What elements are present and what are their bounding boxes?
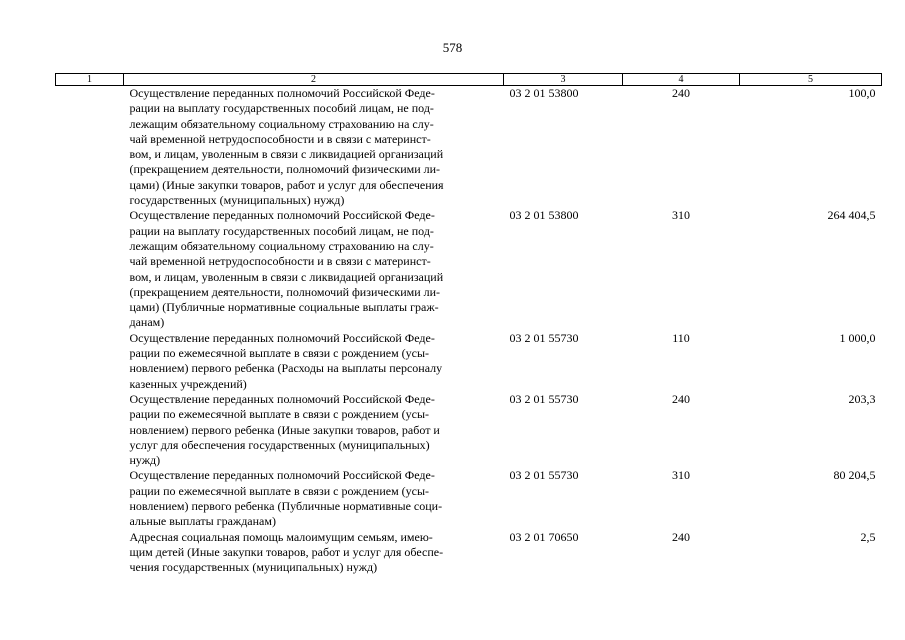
amount-cell: 1 000,0 bbox=[839, 330, 876, 345]
description-cell bbox=[124, 468, 504, 529]
table-body bbox=[56, 86, 882, 576]
table-row bbox=[56, 331, 882, 392]
description-line: казенных учреждений) bbox=[129, 376, 247, 391]
description-line: цами) (Публичные нормативные социальные выплаты граж- bbox=[129, 300, 439, 315]
table-row bbox=[56, 392, 882, 468]
description-cell bbox=[124, 208, 504, 330]
table-row bbox=[56, 86, 882, 209]
expense-type-code: 310 bbox=[672, 468, 690, 483]
description-line: вом, и лицам, уволенным в связи с ликвидацией организаций bbox=[129, 147, 444, 162]
description-line: Осуществление переданных полномочий Российской Феде- bbox=[129, 468, 435, 483]
description-line: нужд) bbox=[129, 453, 161, 468]
column-header-2: 2 bbox=[124, 74, 504, 86]
description-line: новлением) первого ребенка (Расходы на выплаты персоналу bbox=[129, 361, 443, 376]
empty-cell bbox=[56, 392, 124, 468]
amount-cell: 264 404,5 bbox=[827, 208, 876, 223]
description-line: лежащим обязательному социальному страхованию на слу- bbox=[129, 116, 434, 131]
header-row bbox=[56, 74, 882, 86]
description-line: рации по ежемесячной выплате в связи с рождением (усы- bbox=[129, 407, 430, 422]
budget-table bbox=[55, 73, 882, 576]
expense-type-code: 240 bbox=[672, 86, 690, 100]
description-line: чай временной нетрудоспособности и в связи с материнст- bbox=[129, 254, 431, 269]
description-line: новлением) первого ребенка (Иные закупки товаров, работ и bbox=[129, 422, 440, 437]
table-row bbox=[56, 208, 882, 330]
description-line: данам) bbox=[129, 315, 165, 330]
description-line: цами) (Иные закупки товаров, работ и услуг для обеспечения bbox=[129, 177, 444, 192]
amount-cell: 100,0 bbox=[848, 86, 876, 100]
classification-code: 03 2 01 55730 bbox=[509, 330, 579, 345]
description-cell bbox=[124, 86, 504, 209]
description-line: вом, и лицам, уволенным в связи с ликвидацией организаций bbox=[129, 269, 444, 284]
description-line: рации на выплату государственных пособий лицам, не под- bbox=[129, 223, 434, 238]
description-line: альные выплаты гражданам) bbox=[129, 514, 276, 529]
description-line: Осуществление переданных полномочий Российской Феде- bbox=[129, 391, 435, 406]
amount-cell: 203,3 bbox=[848, 391, 876, 406]
table-row bbox=[56, 468, 882, 529]
description-line: чай временной нетрудоспособности и в связи с материнст- bbox=[129, 131, 431, 146]
description-line: (прекращением деятельности, полномочий физическими ли- bbox=[129, 284, 441, 299]
description-line: Адресная социальная помощь малоимущим семьям, имею- bbox=[129, 529, 433, 544]
description-line: рации по ежемесячной выплате в связи с рождением (усы- bbox=[129, 346, 430, 361]
column-header-5: 5 bbox=[740, 74, 882, 86]
empty-cell bbox=[56, 86, 124, 209]
description-line: государственных (муниципальных) нужд) bbox=[129, 193, 345, 208]
column-header-1: 1 bbox=[56, 74, 124, 86]
description-line: услуг для обеспечения государственных (муниципальных) bbox=[129, 437, 430, 452]
classification-code: 03 2 01 53800 bbox=[509, 208, 579, 223]
description-line: Осуществление переданных полномочий Российской Феде- bbox=[129, 330, 435, 345]
description-line: новлением) первого ребенка (Публичные нормативные соци- bbox=[129, 499, 443, 514]
description-line: (прекращением деятельности, полномочий физическими ли- bbox=[129, 162, 441, 177]
expense-type-code: 240 bbox=[672, 529, 690, 544]
description-line: рации на выплату государственных пособий лицам, не под- bbox=[129, 101, 434, 116]
classification-code: 03 2 01 53800 bbox=[509, 86, 579, 100]
description-cell bbox=[124, 331, 504, 392]
classification-code: 03 2 01 55730 bbox=[509, 391, 579, 406]
empty-cell bbox=[56, 530, 124, 576]
page-number: 578 bbox=[442, 40, 463, 55]
description-line: Осуществление переданных полномочий Российской Феде- bbox=[129, 208, 435, 223]
description-line: чения государственных (муниципальных) нужд) bbox=[129, 560, 378, 575]
column-header-4: 4 bbox=[623, 74, 740, 86]
amount-cell: 2,5 bbox=[860, 529, 876, 544]
column-header-3: 3 bbox=[504, 74, 623, 86]
empty-cell bbox=[56, 468, 124, 529]
classification-code: 03 2 01 70650 bbox=[509, 529, 579, 544]
description-line: рации по ежемесячной выплате в связи с рождением (усы- bbox=[129, 483, 430, 498]
empty-cell bbox=[56, 331, 124, 392]
table-row bbox=[56, 530, 882, 576]
description-line: Осуществление переданных полномочий Российской Феде- bbox=[129, 86, 435, 100]
empty-cell bbox=[56, 208, 124, 330]
amount-cell: 80 204,5 bbox=[833, 468, 876, 483]
expense-type-code: 310 bbox=[672, 208, 690, 223]
description-cell bbox=[124, 392, 504, 468]
classification-code: 03 2 01 55730 bbox=[509, 468, 579, 483]
description-line: лежащим обязательному социальному страхованию на слу- bbox=[129, 238, 434, 253]
expense-type-code: 240 bbox=[672, 391, 690, 406]
description-cell bbox=[124, 530, 504, 576]
description-line: щим детей (Иные закупки товаров, работ и услуг для обеспе- bbox=[129, 544, 444, 559]
expense-type-code: 110 bbox=[672, 330, 690, 345]
